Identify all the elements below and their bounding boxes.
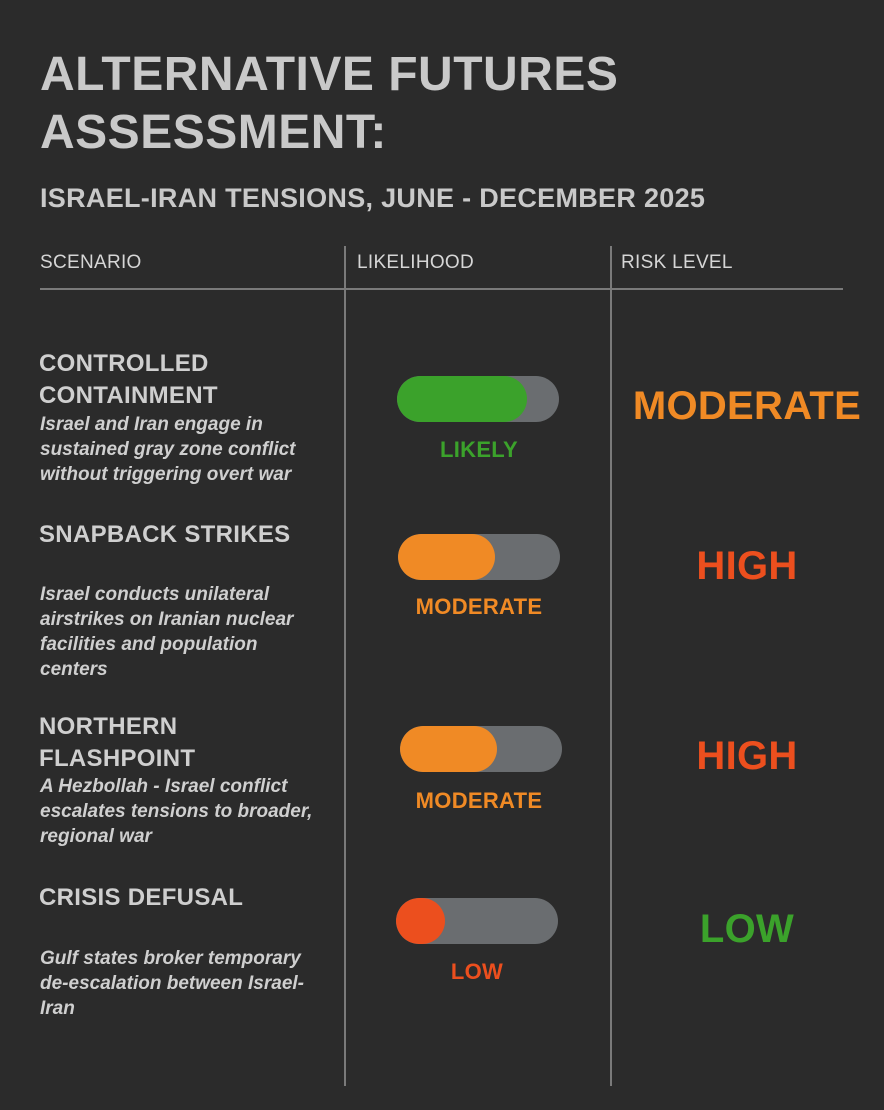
scenario-row [0, 882, 884, 1052]
scenario-name: CRISIS DEFUSAL [39, 884, 244, 911]
scenario-description: Gulf states broker temporary de-escalation between Israel-Iran [40, 948, 304, 1019]
scenario-row [0, 519, 884, 689]
column-header-likelihood: LIKELIHOOD [357, 252, 475, 273]
column-header-risk-level: RISK LEVEL [621, 252, 733, 273]
scenario-name: SNAPBACK STRIKES [39, 521, 291, 548]
likelihood-bar [396, 898, 558, 944]
scenario-description: A Hezbollah - Israel conflict escalates tensions to broader, regional war [40, 776, 313, 847]
likelihood-bar-fill [396, 898, 445, 944]
likelihood-bar [398, 534, 560, 580]
column-header-scenario: SCENARIO [40, 252, 142, 273]
scenario-description: Israel and Iran engage in sustained gray zone conflict without triggering overt war [40, 414, 296, 485]
scenario-description: Israel conducts unilateral airstrikes on Iranian nuclear facilities and population centers [40, 584, 294, 680]
risk-level: MODERATE [632, 384, 862, 428]
risk-level: HIGH [696, 544, 798, 588]
risk-level: HIGH [696, 734, 798, 778]
likelihood-label: LOW [450, 959, 504, 984]
likelihood-bar-fill [400, 726, 497, 772]
likelihood-label: LIKELY [439, 437, 518, 462]
likelihood-label: MODERATE [415, 788, 543, 813]
page-subtitle: ISRAEL-IRAN TENSIONS, JUNE - DECEMBER 2025 [40, 183, 706, 213]
likelihood-bar [397, 376, 559, 422]
likelihood-bar-fill [398, 534, 495, 580]
scenario-name: CONTROLLED CONTAINMENT [39, 350, 218, 409]
likelihood-label: MODERATE [415, 594, 543, 619]
likelihood-bar [400, 726, 562, 772]
page-title: ALTERNATIVE FUTURES ASSESSMENT: [40, 48, 619, 159]
header-divider [40, 288, 843, 290]
likelihood-bar-fill [397, 376, 527, 422]
scenario-row [0, 711, 884, 881]
scenario-row [0, 348, 884, 518]
risk-level: LOW [699, 907, 795, 951]
scenario-name: NORTHERN FLASHPOINT [39, 713, 196, 772]
